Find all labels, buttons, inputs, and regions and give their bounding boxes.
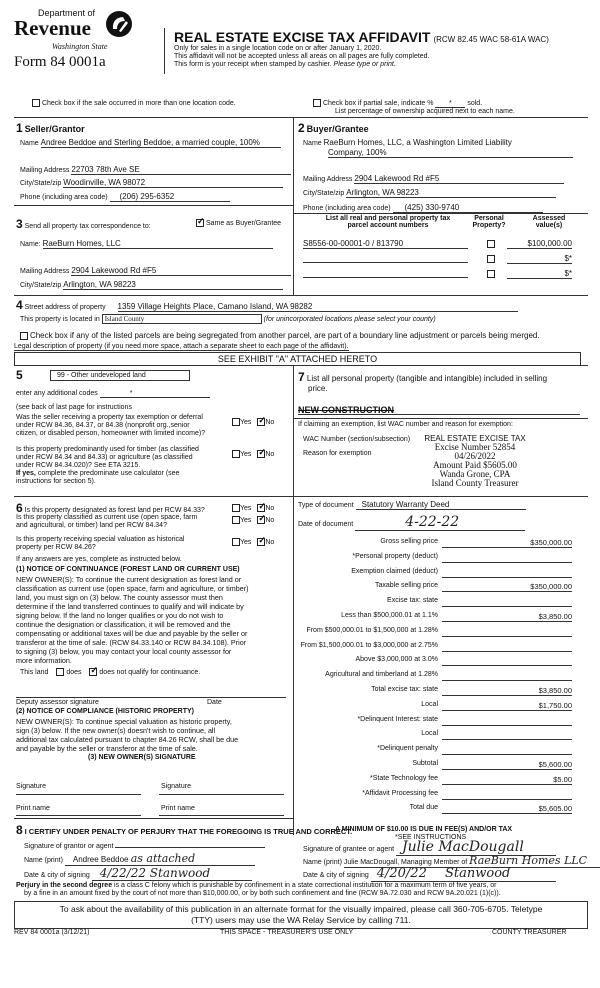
segregated-check[interactable]: Check box if any of the listed parcels are being segregated from another parcel, are part of a boundary line adjustment or parcels being merged. bbox=[20, 331, 540, 340]
seller-mail: Mailing Address 22703 78th Ave SE bbox=[20, 165, 291, 175]
q-exemption: Was the seller receiving a property tax exemption or deferral under RCW 84.36, 84.37, or 84.38 (nonprofit org.,senior citizen, or disabled person, homeowner with limited income)? bbox=[16, 414, 206, 437]
notice-continuance-title: (1) NOTICE OF CONTINUANCE (FOREST LAND OR CURRENT USE) bbox=[16, 566, 240, 573]
footer-county: COUNTY TREASURER bbox=[492, 929, 567, 936]
owner-sig-1: Signature bbox=[16, 783, 46, 790]
calc-row-value: $1,750.00 bbox=[442, 701, 572, 711]
seller-phone: Phone (including area code) (206) 295-6352 bbox=[20, 192, 230, 202]
buyer-name-2: Company, 100% bbox=[328, 148, 573, 158]
multi-location-check[interactable]: Check box if the sale occurred in more than one location code. bbox=[32, 99, 236, 107]
addl-codes: enter any additional codes * bbox=[16, 390, 210, 398]
section-7-text: 7 List all personal property (tangible and intangible) included in selling price. bbox=[298, 370, 548, 393]
calc-row-value bbox=[442, 568, 572, 578]
wac-number: WAC Number (section/subsection) bbox=[303, 436, 411, 443]
doc-type: Type of document Statutory Warranty Deed bbox=[298, 500, 526, 510]
notice-compliance-text bbox=[16, 717, 238, 753]
calc-row-value bbox=[442, 597, 572, 607]
see-back: (see back of last page for instructions bbox=[16, 404, 132, 411]
header-line2: This affidavit will not be accepted unless all areas on all pages are fully completed. bbox=[174, 53, 430, 60]
calc-row-value: $350,000.00 bbox=[442, 582, 572, 592]
calc-row-value bbox=[442, 716, 572, 726]
calc-row-label: *State Technology fee bbox=[370, 774, 438, 782]
q-exemption-answer[interactable]: Yes ✓ No bbox=[232, 418, 274, 426]
notice-line: signing below. If the land no longer qualifies or you do not wish to bbox=[16, 611, 224, 620]
calc-row-value bbox=[442, 730, 572, 740]
see-instructions: *SEE INSTRUCTIONS bbox=[395, 834, 467, 841]
header-line1: Only for sales in a single location code on or after January 1, 2020. bbox=[174, 45, 382, 52]
parcel-header-1: List all real and personal property tax parcel account numbers bbox=[325, 215, 451, 229]
partial-sale-check[interactable]: Check box if partial sale, indicate % * sold. bbox=[313, 99, 482, 108]
parcel-row-1-personal[interactable] bbox=[487, 240, 495, 248]
calc-row-value: $3,850.00 bbox=[442, 686, 572, 696]
partial-sale-note: List percentage of ownership acquired next to each name. bbox=[335, 108, 515, 115]
notice-line: NEW OWNER(S): To continue special valuation as historic property, bbox=[16, 717, 232, 726]
parcel-row-1-account: S8556-00-00001-0 / 813790 bbox=[303, 239, 468, 249]
buyer-phone: Phone (including area code) (425) 330-9740 bbox=[303, 203, 543, 213]
q-timber-answer[interactable]: Yes ✓ No bbox=[232, 450, 274, 458]
seller-name: Name Andree Beddoe and Sterling Beddoe, a married couple, 100% bbox=[20, 138, 281, 148]
calc-row-label: Agricultural and timberland at 1.28% bbox=[325, 671, 438, 679]
q-forest: 6 Is this property designated as forest land per RCW 84.33? bbox=[16, 501, 205, 515]
notice-continuance-text bbox=[16, 575, 249, 665]
dept-state: Washington State bbox=[52, 42, 108, 51]
notice-line: land, you must sign on (3) below. The county assessor must then bbox=[16, 593, 223, 602]
calc-row-label: Subtotal bbox=[412, 760, 438, 767]
grantee-name: Name (print) Julie MacDougall, Managing Member of RaeBurn Homes LLC bbox=[303, 854, 600, 868]
notice-line: more information. bbox=[16, 656, 72, 665]
notice-line: continue the designation or classification, it will be removed and the bbox=[16, 620, 231, 629]
perjury-notice: Perjury in the second degree is a class C felony which is punishable by confinement in a state correctional institution for a maximum term of five years, or by a fine in an amount fixed by the court of not more than $10,000.00, or by both such confinement and fine (RCW 9A.72.030 and RCW 9A.20.021 (1)(c)). bbox=[16, 882, 501, 897]
buyer-city: City/State/zip Arlington, WA 98223 bbox=[303, 188, 556, 198]
calc-row-label: Less than $500,000.01 at 1.1% bbox=[341, 612, 438, 619]
calc-row-value bbox=[442, 790, 572, 800]
dept-small: Department of bbox=[38, 8, 96, 18]
calc-row-value: $3,850.00 bbox=[442, 612, 572, 622]
calc-row-label: Above $3,000,000 at 3.0% bbox=[355, 656, 438, 664]
personal-property-struck: NEW CONSTRUCTION bbox=[298, 405, 394, 415]
notice-line: to signing (3) below, you may contact your local county assessor for bbox=[16, 647, 232, 656]
grantor-sig: Signature of grantor or agent bbox=[24, 839, 265, 850]
calc-row-label: Gross selling price bbox=[380, 538, 438, 545]
continuance-choice[interactable]: This land does ✓ does not qualify for continuance. bbox=[20, 668, 200, 676]
form-title: REAL ESTATE EXCISE TAX AFFIDAVIT (RCW 82.45 WAC 58-61A WAC) bbox=[174, 29, 549, 45]
section-2-title: 2 Buyer/Grantee bbox=[298, 121, 369, 135]
footer-rev: REV 84 0001a (3/12/21) bbox=[14, 929, 90, 936]
new-owner-sig-title: (3) NEW OWNER(S) SIGNATURE bbox=[88, 754, 196, 761]
certify: 8 I CERTIFY UNDER PENALTY OF PERJURY THAT THE FOREGOING IS TRUE AND CORRECT. bbox=[16, 823, 353, 837]
parcel-row-3-personal[interactable] bbox=[487, 270, 495, 278]
owner-print-2: Print name bbox=[161, 805, 195, 812]
treasurer-stamp: REAL ESTATE EXCISE TAX Excise Number 52854 04/26/2022 Amount Paid $5605.00 Wanda Grone, CPA Island County Treasurer bbox=[424, 434, 526, 488]
calc-row-value: $350,000.00 bbox=[442, 538, 572, 548]
deputy-signature: Deputy assessor signature bbox=[16, 699, 99, 706]
seller-city: City/State/zip Woodinville, WA 98072 bbox=[20, 178, 283, 188]
parcel-row-1-value: $100,000.00 bbox=[507, 239, 572, 249]
calc-row-label: Excise tax: state bbox=[387, 597, 438, 605]
notice-line: determine if the land transferred continues to qualify and will indicate by bbox=[16, 602, 244, 611]
calc-row-value bbox=[442, 642, 572, 652]
section-4-street: 4 Street address of property 1359 Village Heights Place, Camano Island, WA 98282 bbox=[16, 298, 518, 312]
calc-row-value: $5.00 bbox=[442, 775, 572, 785]
notice-line: sign (3) below. If the new owner(s) doesn't wish to continue, all bbox=[16, 726, 216, 735]
parcel-header-3: Assessed value(s) bbox=[532, 215, 566, 229]
dor-logo bbox=[12, 8, 132, 56]
buyer-mail: Mailing Address 2904 Lakewood Rd #F5 bbox=[303, 174, 564, 184]
calc-row-value bbox=[442, 627, 572, 637]
section-3-title: 3 Send all property tax correspondence to: bbox=[16, 217, 151, 231]
corr-city: City/State/zip Arlington, WA 98223 bbox=[20, 280, 283, 290]
notice-line: additional tax calculated pursuant to chapter 84.26 RCW, shall be due bbox=[16, 735, 239, 744]
q-current-use: Is this property classified as current use (open space, farm and agricultural, or timber) land per RCW 84.34? bbox=[16, 514, 198, 529]
doc-date: Date of document 4-22-22 bbox=[298, 514, 525, 531]
q-current-use-answer[interactable]: Yes ✓ No bbox=[232, 516, 274, 524]
land-use-code: 99 - Other undeveloped land bbox=[50, 370, 190, 381]
calc-row-label: Total due bbox=[409, 804, 438, 812]
calc-row-value bbox=[442, 656, 572, 666]
calc-row-value bbox=[442, 745, 572, 755]
located-in: This property is located in Island County (for unincorporated locations please select your county) bbox=[20, 315, 436, 323]
deputy-date: Date bbox=[207, 699, 222, 706]
if-any: If any answers are yes, complete as instructed below. bbox=[16, 556, 182, 563]
notice-line: NEW OWNER(S): To continue the current designation as forest land or bbox=[16, 575, 242, 584]
q-historic-answer[interactable]: Yes ✓ No bbox=[232, 538, 274, 546]
form-number: Form 84 0001a bbox=[14, 54, 106, 70]
notice-line: and payable by the seller or transferor at the time of sale. bbox=[16, 744, 198, 753]
calc-row-value bbox=[442, 553, 572, 563]
calc-row-label: *Delinquent penalty bbox=[377, 745, 438, 753]
buyer-name: Name RaeBurn Homes, LLC, a Washington Limited Liability bbox=[303, 138, 512, 147]
parcel-header-2: Personal Property? bbox=[472, 215, 506, 229]
grantee-sig: Signature of grantee or agent Julie MacDougall bbox=[303, 839, 556, 856]
footer-space: THIS SPACE - TREASURER'S USE ONLY bbox=[220, 929, 354, 936]
calc-row-label: From $500,000.01 to $1,500,000 at 1.28% bbox=[306, 626, 438, 634]
exemption-claim: If claiming an exemption, list WAC number and reason for exemption: bbox=[298, 421, 513, 428]
calc-row-value bbox=[442, 671, 572, 681]
calc-row-value: $5,600.00 bbox=[442, 760, 572, 770]
section-5-num: 5 bbox=[16, 368, 23, 382]
owner-print-1: Print name bbox=[16, 805, 50, 812]
notice-line: classification as current use (open space, farm and agriculture, or timber) bbox=[16, 584, 249, 593]
calc-row-label: Taxable selling price bbox=[374, 582, 438, 590]
owner-sig-2: Signature bbox=[161, 783, 191, 790]
section-1-title: 1 Seller/Grantor bbox=[16, 121, 85, 135]
minimum-notice: A MINIMUM OF $10.00 IS DUE IN FEE(S) AND/OR TAX bbox=[335, 826, 513, 833]
legal-desc: SEE EXHIBIT "A" ATTACHED HERETO bbox=[14, 352, 581, 366]
calc-row-label: *Personal property (deduct) bbox=[352, 552, 438, 560]
calc-row-label: From $1,500,000.01 to $3,000,000 at 2.75% bbox=[300, 641, 438, 649]
grantee-date: Date & city of signing 4/20/22 Stanwood bbox=[303, 866, 556, 882]
calc-row-label: Total excise tax: state bbox=[371, 686, 438, 693]
q-forest-answer[interactable]: Yes ✓ No bbox=[232, 504, 274, 512]
notice-line: transferor at the time of sale. (RCW 84.33.140 or RCW 84.34.108). Prior bbox=[16, 638, 247, 647]
calc-row-value: $5,605.00 bbox=[442, 804, 572, 814]
accessibility-notice: To ask about the availability of this publication in an alternate format for the visually impaired, please call 360-705-6705. Teletype (TTY) users may use the WA Relay Service by calling 711. bbox=[14, 901, 588, 929]
parcel-row-3-value: $* bbox=[507, 269, 572, 279]
same-as-buyer-check[interactable]: ✓ Same as Buyer/Grantee bbox=[196, 219, 281, 227]
calc-row-label: *Affidavit Processing fee bbox=[362, 789, 438, 797]
grantor-name: Name (print) Andree Beddoe as attached bbox=[24, 852, 255, 866]
legal-desc-label: Legal description of property (if you need more space, attach a separate sheet to each page of the affidavit). bbox=[14, 343, 349, 350]
corr-mail: Mailing Address 2904 Lakewood Rd #F5 bbox=[20, 266, 291, 276]
calc-row-label: *Delinquent Interest: state bbox=[357, 715, 438, 723]
header-line3: This form is your receipt when stamped by cashier. Please type or print. bbox=[174, 61, 396, 68]
parcel-row-2-value: $* bbox=[507, 254, 572, 264]
notice-compliance-title: (2) NOTICE OF COMPLIANCE (HISTORIC PROPERTY) bbox=[16, 708, 194, 715]
parcel-row-2-personal[interactable] bbox=[487, 255, 495, 263]
q-timber: Is this property predominantly used for timber (as classified under RCW 84.34 and 84.33) or agriculture (as classified under RCW 84.34.020)? See ETA 3215. If yes, complete the predominate use calculator (see instructions for section 5). bbox=[16, 446, 199, 485]
calc-row-label: Exemption claimed (deduct) bbox=[351, 567, 438, 575]
q-historic: Is this property receiving special valuation as historical property per RCW 84.26? bbox=[16, 536, 185, 551]
calc-row-label: Local bbox=[421, 730, 438, 738]
dor-logo-icon bbox=[104, 9, 134, 39]
exemption-reason: Reason for exemption bbox=[303, 450, 372, 457]
notice-line: compensating or additional taxes will be due and payable by the seller or bbox=[16, 629, 248, 638]
dept-big: Revenue bbox=[14, 16, 91, 40]
calc-row-label: Local bbox=[421, 700, 438, 708]
grantor-date: Date & city of signing 4/22/22 Stanwood bbox=[24, 866, 252, 881]
corr-name: Name: RaeBurn Homes, LLC bbox=[20, 239, 273, 249]
